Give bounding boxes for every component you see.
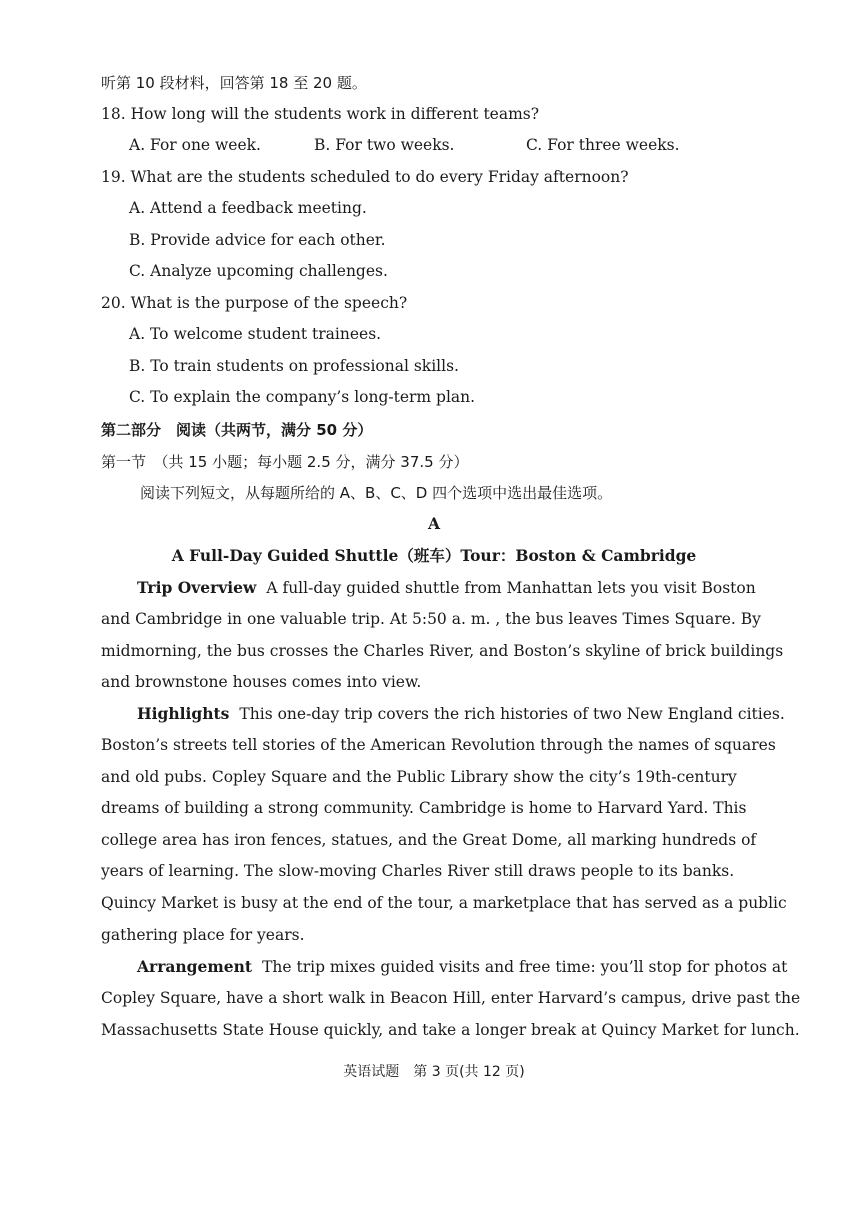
- para-highlights-line-8: gathering place for years.: [101, 926, 305, 944]
- option-b: B. For two weeks.: [314, 136, 455, 154]
- question-19-option-b: B. Provide advice for each other.: [129, 231, 386, 249]
- reading-instruction: 阅读下列短文，从每题所给的 A、B、C、D 四个选项中选出最佳选项。: [140, 484, 613, 502]
- arrangement-label: Arrangement: [137, 957, 253, 976]
- para-highlights-line-2: Boston’s streets tell stories of the American Revolution through the names of squares: [101, 736, 776, 754]
- para-trip-overview-line-4: and brownstone houses comes into view.: [101, 673, 422, 691]
- para-arrangement-line-3: Massachusetts State House quickly, and take a longer break at Quincy Market for lunch.: [101, 1021, 800, 1039]
- para-arrangement-line-1: Arrangement The trip mixes guided visits and free time: you’ll stop for photos at: [137, 957, 788, 976]
- highlights-label: Highlights: [137, 704, 230, 723]
- para-highlights-line-3: and old pubs. Copley Square and the Public Library show the city’s 19th-century: [101, 768, 737, 786]
- question-19-stem: 19. What are the students scheduled to do every Friday afternoon?: [101, 168, 629, 186]
- part-two-heading: 第二部分 阅读（共两节，满分 50 分）: [101, 421, 373, 439]
- question-18-stem: 18. How long will the students work in different teams?: [101, 105, 540, 123]
- listening-instruction: 听第 10 段材料，回答第 18 至 20 题。: [101, 74, 367, 92]
- question-20-option-b: B. To train students on professional skills.: [129, 357, 459, 375]
- para-arrangement-line-2: Copley Square, have a short walk in Beacon Hill, enter Harvard’s campus, drive past the: [101, 989, 801, 1007]
- passage-title: A Full-Day Guided Shuttle（班车）Tour：Boston & Cambridge: [171, 546, 697, 565]
- para-trip-overview-line-2: and Cambridge in one valuable trip. At 5:50 a. m. , the bus leaves Times Square. By: [101, 610, 761, 628]
- page-footer: 英语试题 第 3 页(共 12 页): [343, 1064, 525, 1080]
- para-highlights-line-7: Quincy Market is busy at the end of the tour, a marketplace that has served as a public: [101, 894, 787, 912]
- para-highlights-line-5: college area has iron fences, statues, and the Great Dome, all marking hundreds of: [101, 831, 757, 849]
- para-trip-overview-line-3: midmorning, the bus crosses the Charles River, and Boston’s skyline of brick buildings: [101, 642, 784, 660]
- para-highlights-line-6: years of learning. The slow-moving Charles River still draws people to its banks.: [101, 862, 735, 880]
- question-19-option-c: C. Analyze upcoming challenges.: [129, 262, 388, 280]
- option-a: A. For one week.: [129, 136, 261, 154]
- trip-overview-label: Trip Overview: [137, 578, 257, 597]
- para-highlights-line-1: Highlights This one-day trip covers the rich histories of two New England cities.: [137, 704, 785, 723]
- question-20-option-c: C. To explain the company’s long-term plan.: [129, 388, 476, 406]
- question-20-stem: 20. What is the purpose of the speech?: [101, 294, 408, 312]
- section-one-heading: 第一节 （共 15 小题；每小题 2.5 分，满分 37.5 分）: [101, 453, 469, 471]
- para-highlights-line-4: dreams of building a strong community. Cambridge is home to Harvard Yard. This: [101, 799, 747, 817]
- question-19-option-a: A. Attend a feedback meeting.: [129, 199, 367, 217]
- passage-letter: A: [427, 514, 441, 533]
- question-20-option-a: A. To welcome student trainees.: [129, 325, 382, 343]
- question-18-options: [129, 135, 799, 155]
- option-c: C. For three weeks.: [526, 136, 680, 154]
- para-trip-overview-line-1: Trip Overview A full-day guided shuttle from Manhattan lets you visit Boston: [137, 578, 756, 597]
